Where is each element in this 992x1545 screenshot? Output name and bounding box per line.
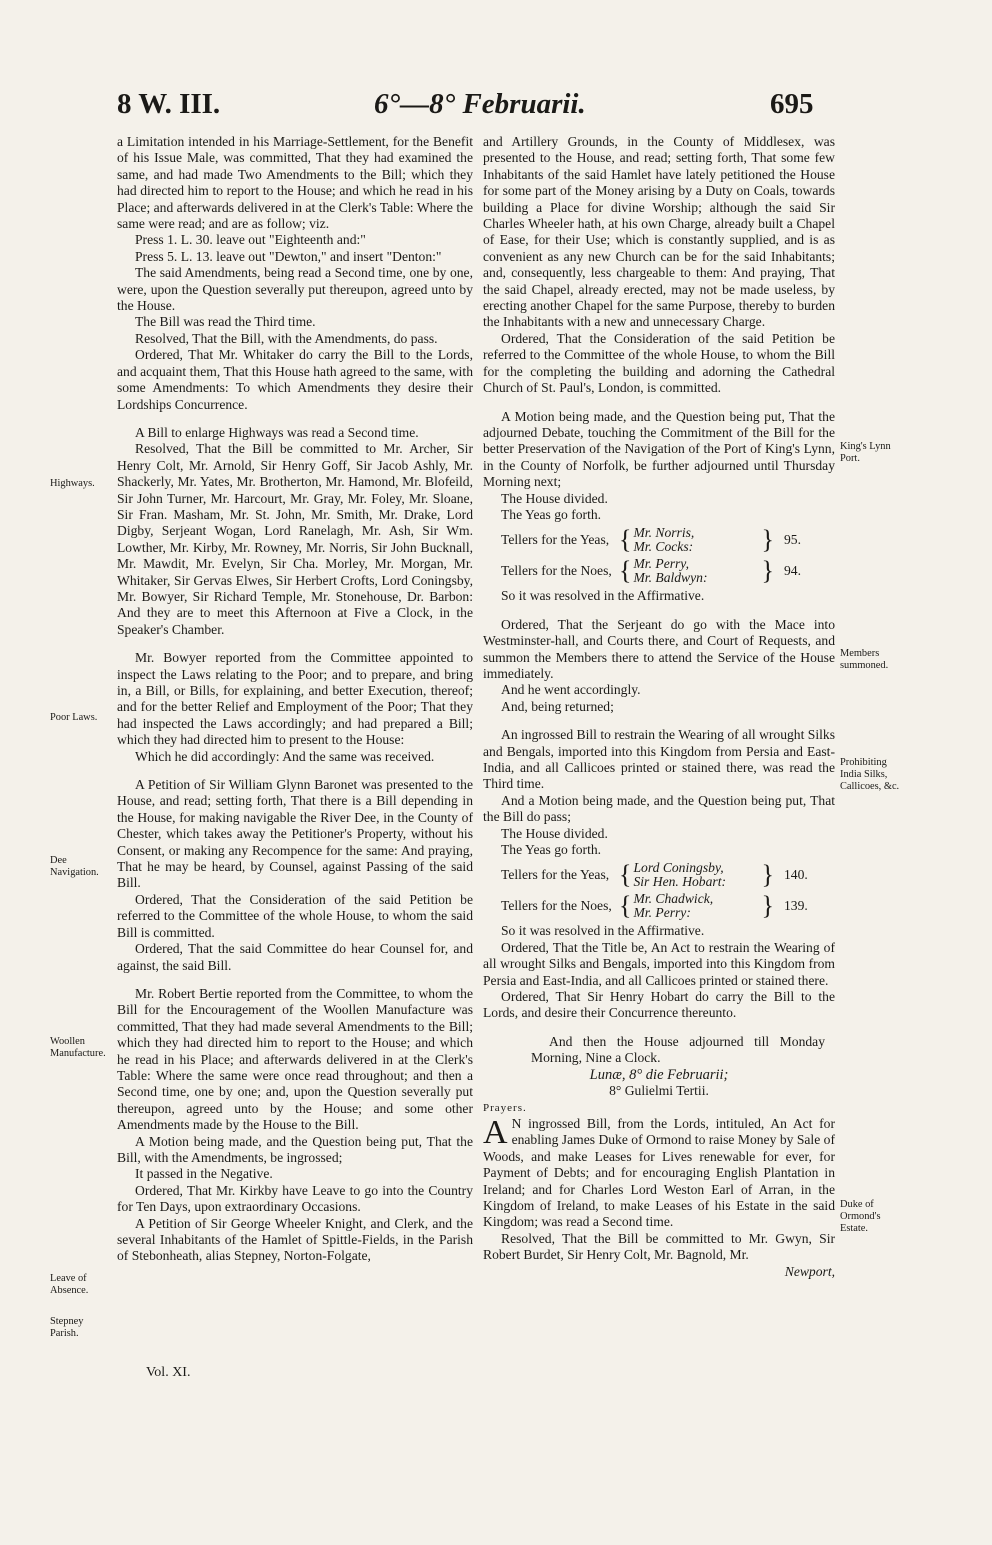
- vote-count: 94.: [783, 563, 801, 579]
- paragraph: The House divided.: [501, 490, 608, 506]
- paragraph: And he went accordingly.: [501, 682, 641, 698]
- paragraph: The said Amendments, being read a Second time, one by one, were, upon the Question severally put thereupon, agreed unto by the House.: [117, 265, 473, 314]
- vote-count: 140.: [783, 867, 808, 883]
- vote-count: 95.: [783, 532, 801, 548]
- left-column: [117, 134, 473, 1265]
- paragraph: Mr. Robert Bertie reported from the Committee, to whom the Bill for the Encouragement of the Woollen Manufacture was committed, That they had made several Amendments to the Bill; which they had directed him to report to the House; and which he read in his Place; and afterwards delivered in at the Clerk's Table: Where the same were once read throughout; and then a Second time, one by one; and, upon the Question severally put thereupon, agreed unto by the House; and some other Amendments made by the House to the Bill.: [117, 985, 473, 1133]
- paragraph: The Yeas go forth.: [501, 506, 602, 522]
- division-yeas: [501, 526, 835, 554]
- teller-name: Mr. Baldwyn:: [633, 570, 708, 586]
- paragraph: and Artillery Grounds, in the County of Middlesex, was presented to the House, and read; setting forth, That some few Inhabitants of the said Hamlet have lately petitioned the House for some part of the Money arising by a Duty on Coals, towards building a Place for divine Worship; although the said Sir Charles Wheeler hath, at his own Charge, already built a Chapel of Ease, for their Use; which is constantly supplied, and is as convenient as any new Church can be for the said Inhabitants; and, consequently, less chargeable to them: And praying, That the said Chapel, already erected, may not be made useless, by erecting another Chapel for the same Purpose, thereby to burden the Inhabitants with a new and unnecessary Charge.: [483, 134, 835, 330]
- paragraph: Ordered, That Mr. Whitaker do carry the Bill to the Lords, and acquaint them, That this House hath agreed to the same, with some Amendments: To which Amendments they desire their Lordships Concurrence.: [117, 347, 473, 412]
- paragraph: Resolved, That the Bill be committed to Mr. Gwyn, Sir Robert Burdet, Sir Henry Colt, Mr. Bagnold, Mr.: [483, 1230, 835, 1263]
- paragraph-text: N ingrossed Bill, from the Lords, intituled, An Act for enabling James Duke of Ormond to raise Money by Sale of Woods, and make Leases for Lives renewable for ever, for Payment of Debts; and for encouraging English Plantation in Ireland; and for Charles Lord Weston Earl of Arran, in the Kingdom of Ireland, to make Leases of his Estate in the said Kingdom; was read a Second time.: [483, 1115, 835, 1230]
- page-number: 695: [770, 88, 814, 120]
- paragraph: The Yeas go forth.: [501, 842, 602, 858]
- paragraph: Ordered, That the Serjeant do go with the Mace into Westminster-hall, and Courts there, and Court of Requests, and summon the Members there to attend the Service of the House immediately.: [483, 616, 835, 681]
- paragraph: a Limitation intended in his Marriage-Settlement, for the Benefit of his Issue Male, was committed, That they had examined the same, and had made Two Amendments to the Bill; which they had directed him to report to the House; and which he read in his Place; and afterwards delivered in at the Clerk's Table: Where the same were read; and are as follow; viz.: [117, 134, 473, 232]
- paragraph: Ordered, That the Consideration of the said Petition be referred to the Committee of the whole House, to whom the Bill for the completing the building and adorning the Cathedral Church of St. Paul's, London, is committed.: [483, 330, 835, 396]
- margin-note-ormond: Duke of Ormond's Estate.: [840, 1199, 881, 1234]
- tellers-label: Tellers for the Yeas,: [501, 867, 610, 883]
- teller-name: Mr. Cocks:: [633, 539, 694, 555]
- margin-note-silks: Prohibiting India Silks, Callicoes, &c.: [840, 757, 900, 792]
- teller-name: Mr. Norris,: [633, 525, 695, 541]
- brace: }: [761, 556, 774, 586]
- paragraph: Ordered, That Sir Henry Hobart do carry the Bill to the Lords, and desire their Concurrence thereunto.: [483, 989, 835, 1021]
- teller-name: Sir Hen. Hobart:: [633, 874, 726, 890]
- division-noes: [501, 557, 835, 585]
- margin-note-woollen: Woollen Manufacture.: [50, 1036, 106, 1059]
- vote-count: 139.: [783, 898, 808, 914]
- division-noes: [501, 892, 835, 920]
- paragraph: Mr. Bowyer reported from the Committee appointed to inspect the Laws relating to the Poor; and to prepare, and bring in, a Bill, or Bills, for explaining, and better Execution, thereof; and for the better Relief and Employment of the Poor; That they had inspected the Laws accordingly; and had prepared a Bill; which they had directed him to present to the House:: [117, 650, 473, 748]
- paragraph: Resolved, That the Bill, with the Amendments, do pass.: [135, 330, 438, 346]
- paragraph: An ingrossed Bill to restrain the Wearing of all wrought Silks and Bengals, imported into this Kingdom from Persia and East-India, and all Callicoes printed or stained there, was read the Third time.: [483, 727, 835, 792]
- paragraph: And, being returned;: [501, 698, 614, 714]
- paragraph: Press 5. L. 13. leave out "Dewton," and insert "Denton:": [135, 248, 442, 264]
- paragraph: The House divided.: [501, 825, 608, 841]
- volume-signature: Vol. XI.: [146, 1365, 191, 1380]
- teller-name: Mr. Perry,: [633, 556, 689, 572]
- teller-names: [633, 526, 761, 554]
- paragraph: Press 1. L. 30. leave out "Eighteenth and:": [135, 232, 366, 248]
- brace: {: [619, 525, 632, 555]
- teller-names: [633, 861, 761, 889]
- tellers-label: Tellers for the Noes,: [501, 563, 612, 579]
- brace: }: [761, 860, 774, 890]
- paragraph: A Petition of Sir William Glynn Baronet was presented to the House, and read; setting forth, That there is a Bill depending in the House, for making navigable the River Dee, in the County of Chester, which takes away the Petitioner's Property, without his Consent, or making any Recompence for the same: And praying, That he may be heard, by Counsel, against Passing of the said Bill.: [117, 777, 473, 891]
- brace: {: [619, 556, 632, 586]
- teller-name: Mr. Chadwick,: [633, 891, 714, 907]
- brace: {: [619, 860, 632, 890]
- paragraph: Resolved, That the Bill be committed to Mr. Archer, Sir Henry Colt, Mr. Arnold, Sir Henry Goff, Sir Jacob Ashly, Mr. Shackerly, Mr. Yates, Mr. Brotherton, Mr. Hamond, Mr. Blofeild, Sir John Turner, Mr. Harcourt, Mr. Gray, Mr. Foley, Mr. Sloane, Sir Fran. Masham, Mr. St. John, Mr. Smith, Mr. Drake, Lord Digby, Serjeant Wogan, Lord Ranelagh, Mr. Ash, Sir Wm. Lowther, Mr. Kirby, Mr. Rowney, Mr. Norris, Sir John Bucknall, Mr. Mawdit, Mr. Evelyn, Sir Cha. Morley, Mr. Morgan, Mr. Whitaker, Sir Gervas Elwes, Sir Herbert Crofts, Lord Coningsby, Mr. Bowyer, Sir Richard Temple, Mr. Stonehouse, Dr. Barbon: And they are to meet this Afternoon at Five a Clock, in the Speaker's Chamber.: [117, 441, 473, 637]
- paragraph: And a Motion being made, and the Question being put, That the Bill do pass;: [483, 792, 835, 825]
- paragraph: A Motion being made, and the Question being put, That the Bill, with the Amendments, be ingrossed;: [117, 1133, 473, 1165]
- tellers-label: Tellers for the Yeas,: [501, 532, 610, 548]
- running-head-date: 6°—8° Februarii.: [374, 88, 586, 120]
- margin-note-members: Members summoned.: [840, 648, 889, 671]
- paragraph: Ordered, That the Consideration of the said Petition be referred to the Committee of the whole House, to whom the said Bill is committed.: [117, 891, 473, 940]
- brace: }: [761, 525, 774, 555]
- paragraph: Ordered, That the said Committee do hear Counsel for, and against, the said Bill.: [117, 941, 473, 973]
- catchword: Newport,: [784, 1263, 835, 1279]
- teller-names: [633, 557, 761, 585]
- paragraph: So it was resolved in the Affirmative.: [501, 588, 705, 604]
- margin-note-leave: Leave of Absence.: [50, 1273, 89, 1296]
- paragraph-ormond: [483, 1113, 835, 1231]
- division-yeas: [501, 861, 835, 889]
- adjournment: And then the House adjourned till Monday Morning, Nine a Clock.: [531, 1033, 825, 1066]
- prayers-heading: Prayers.: [483, 1101, 527, 1114]
- margin-note-highways: Highways.: [50, 478, 95, 489]
- right-column: [483, 134, 835, 1280]
- teller-names: [633, 892, 761, 920]
- brace: }: [761, 891, 774, 921]
- margin-note-kings-lynn: King's Lynn Port.: [840, 441, 891, 464]
- date-heading: Lunæ, 8° die Februarii;: [589, 1066, 729, 1083]
- regnal-year: 8° Gulielmi Tertii.: [609, 1083, 709, 1099]
- paragraph: A Bill to enlarge Highways was read a Second time.: [135, 424, 419, 440]
- paragraph: Ordered, That Mr. Kirkby have Leave to go into the Country for Ten Days, upon extraordinary Occasions.: [117, 1182, 473, 1215]
- paragraph: Which he did accordingly: And the same was received.: [135, 748, 435, 764]
- paragraph: A Motion being made, and the Question being put, That the adjourned Debate, touching the Commitment of the Bill for the better Preservation of the Navigation of the Port of King's Lynn, in the County of Norfolk, be further adjourned until Thursday Morning next;: [483, 408, 835, 490]
- margin-note-stepney: Stepney Parish.: [50, 1316, 84, 1339]
- paragraph: It passed in the Negative.: [135, 1166, 273, 1182]
- brace: {: [619, 891, 632, 921]
- running-head-left: 8 W. III.: [117, 88, 221, 120]
- paragraph: A Petition of Sir George Wheeler Knight, and Clerk, and the several Inhabitants of the Hamlet of Spittle-Fields, in the Parish of Stebonheath, alias Stepney, Norton-Folgate,: [117, 1215, 473, 1264]
- margin-note-poor-laws: Poor Laws.: [50, 712, 98, 723]
- paragraph: So it was resolved in the Affirmative.: [501, 923, 705, 939]
- paragraph: Ordered, That the Title be, An Act to restrain the Wearing of all wrought Silks and Bengals, imported into this Kingdom from Persia and East-India, and all Callicoes printed or stained there.: [483, 939, 835, 988]
- teller-name: Mr. Perry:: [633, 905, 691, 921]
- teller-name: Lord Coningsby,: [633, 860, 724, 876]
- margin-note-dee: Dee Navigation.: [50, 855, 99, 878]
- tellers-label: Tellers for the Noes,: [501, 898, 612, 914]
- drop-cap: A: [483, 1113, 508, 1151]
- paragraph: The Bill was read the Third time.: [135, 314, 316, 330]
